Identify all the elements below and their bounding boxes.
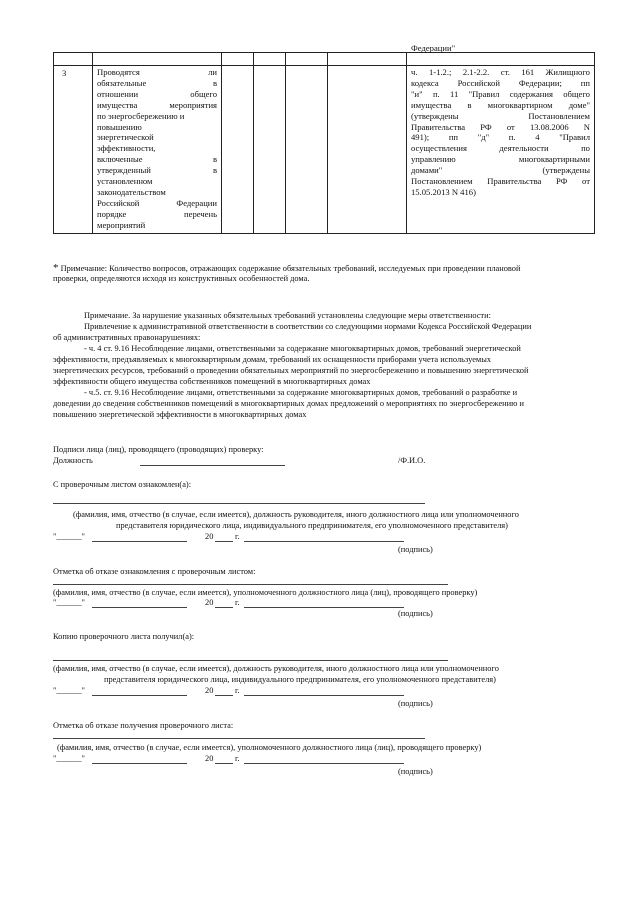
cell-word: (утверждены: [542, 165, 590, 176]
cell-word: Российской: [457, 77, 500, 88]
table-row: [54, 66, 595, 234]
cell-text-line: [407, 89, 594, 100]
cell-text-line: [407, 154, 594, 165]
year-line[interactable]: [215, 763, 233, 764]
cell-text-line: [407, 187, 594, 198]
cell-word: доме": [568, 99, 590, 110]
answer-na-cell[interactable]: [286, 66, 328, 234]
refusal-acquaint-title: Отметка об отказе ознакомления с проверочным листом:: [53, 567, 256, 576]
cell-word: 11: [450, 88, 459, 99]
answer-yes-cell[interactable]: [222, 66, 254, 234]
table-cell: [93, 53, 222, 66]
cell-text-line: [407, 111, 594, 122]
cell-word: в: [212, 165, 217, 176]
cell-word: осуществления: [411, 143, 467, 154]
cell-text-line: [93, 100, 221, 111]
cell-word: 161: [521, 67, 535, 77]
acquainted-name-line[interactable]: [53, 503, 425, 504]
cell-text-line: [93, 122, 221, 133]
footnote-line1: Примечание: Количество вопросов, отражающих содержание обязательных требований, исследуемых при проведении плановой: [60, 264, 521, 273]
checklist-table: [53, 43, 595, 234]
signature-title: Подписи лица (лиц), проводящего (проводящих) проверку:: [53, 445, 264, 454]
sign-caption: (подпись): [398, 545, 433, 554]
cell-word: пп: [580, 77, 590, 88]
fio-label: /Ф.И.О.: [398, 456, 426, 465]
note-p1-l2: эффективности, предъявляемых к многоквартирным домам, требований их оснащенности приборами учета используемых: [53, 355, 492, 364]
cell-text-line: [93, 154, 221, 165]
acquainted-date: [53, 532, 85, 543]
note-p1-l4: эффективности общего имущества собственников помещений в многоквартирных домах: [53, 377, 371, 386]
note-line1: Примечание. За нарушение указанных обязательных требований установлены следующие меры ответственности:: [84, 311, 491, 320]
refusal-receive-name-line[interactable]: [53, 738, 425, 739]
cell-word: в: [212, 77, 217, 88]
cell-word: ч.: [411, 67, 418, 77]
answer-no-cell[interactable]: [254, 66, 286, 234]
cell-word: Жилищного: [545, 67, 590, 77]
cell-word: РФ: [480, 121, 492, 132]
footnote-mark: *: [53, 262, 59, 274]
refusal-acquaint-name-line[interactable]: [53, 584, 448, 585]
cell-text-line: [407, 78, 594, 89]
cell-text-line: [93, 143, 221, 154]
cell-word: 1-1.2.;: [428, 67, 452, 77]
cell-text-line: [93, 187, 221, 198]
cell-word: включенные: [97, 154, 143, 165]
signature-line[interactable]: [244, 607, 404, 608]
cell-word: "и": [411, 88, 423, 99]
sign-caption: (подпись): [398, 699, 433, 708]
table-cell: [407, 43, 595, 66]
cell-word: 2.1-2.2.: [462, 67, 490, 77]
received-caption2: представителя юридического лица, индивидуального предпринимателя, его уполномоченного представителя): [104, 675, 496, 684]
note-p1-l3: энергетических ресурсов, требований о проведении обязательных мероприятий по энергосбережению и повышению энергетической: [53, 366, 529, 375]
cell-word: 4: [535, 132, 540, 143]
cell-text-line: [407, 100, 594, 111]
cell-word: "Правил: [559, 132, 590, 143]
table-cell: [286, 53, 328, 66]
cell-word: по энергосбережению и: [97, 110, 185, 121]
sign-caption: (подпись): [398, 609, 433, 618]
year-suffix: г.: [235, 686, 240, 695]
cell-word: деятельности: [499, 143, 549, 154]
cell-text-line: [93, 78, 221, 89]
note-p2-l1: - ч.5. ст. 9.16 Несоблюдение лицами, ответственными за содержание многоквартирных домов, требований о разработке и: [84, 388, 518, 397]
year-suffix: г.: [235, 598, 240, 607]
refusal-receive-caption: (фамилия, имя, отчество (в случае, если имеется), уполномоченного должностного лица (лиц), проводящего проверку): [57, 743, 482, 752]
position-line[interactable]: [140, 465, 285, 466]
position-label: Должность: [53, 456, 93, 465]
cell-word: Правительства: [411, 121, 466, 132]
year-line[interactable]: [215, 607, 233, 608]
cell-word: утвержденный: [97, 165, 151, 176]
table-row-prev-tail: [54, 53, 595, 66]
date-month-line[interactable]: [92, 695, 187, 696]
cell-word: Правительства: [487, 176, 542, 187]
requirement-cell: [407, 66, 595, 234]
cell-word: Российской: [97, 197, 140, 208]
date-day[interactable]: "______": [53, 754, 85, 763]
cell-word: обязательные: [97, 77, 147, 88]
cell-text-line: [407, 143, 594, 154]
date-month-line[interactable]: [92, 607, 187, 608]
cell-text-line: [93, 89, 221, 100]
cell-word: отношении: [97, 88, 139, 99]
signature-line[interactable]: [244, 695, 404, 696]
received-date: [53, 686, 85, 697]
cell-word: домами": [411, 165, 443, 176]
cell-word: Федерации: [176, 197, 217, 208]
year-suffix: г.: [235, 532, 240, 541]
cell-word: имущества: [97, 99, 138, 110]
cell-word: управлению: [411, 154, 456, 165]
cell-text-line: [93, 132, 221, 143]
cell-word: "Правил: [468, 88, 500, 99]
note-p2-l2: доведении до сведения собственников помещений в многоквартирных домах предложений о мероприятиях по энергосбережению и: [53, 399, 524, 408]
cell-text-line: [93, 220, 221, 231]
cell-text-line: [93, 209, 221, 220]
cell-word: мероприятий: [97, 219, 146, 230]
received-name-line[interactable]: [53, 660, 448, 661]
cell-text-line: [407, 122, 594, 133]
cell-text-line: [93, 165, 221, 176]
requirement-tail: Федерации": [411, 43, 456, 53]
cell-word: п.: [508, 132, 516, 143]
footnote: [53, 263, 520, 275]
received-caption1: (фамилия, имя, отчество (в случае, если имеется), должность руководителя, иного должностного лица или уполномоченного: [53, 664, 499, 673]
cell-word: Федерации;: [518, 77, 562, 88]
note-p2-l3: повышению энергетической эффективности в многоквартирных домах: [53, 410, 307, 419]
refusal-receive-date: [53, 754, 85, 765]
cell-word: энергетической: [97, 132, 154, 143]
cell-word: "д": [477, 132, 490, 143]
table-cell: [254, 53, 286, 66]
table-cell: [222, 53, 254, 66]
cell-word: РФ: [555, 176, 568, 187]
date-month-line[interactable]: [92, 763, 187, 764]
year-prefix: 20: [205, 686, 214, 695]
date-month-line[interactable]: [92, 541, 187, 542]
refusal-acquaint-caption: (фамилия, имя, отчество (в случае, если имеется), уполномоченного должностного лица (лиц), проводящего проверку): [53, 588, 478, 597]
year-prefix: 20: [205, 754, 214, 763]
signature-line[interactable]: [244, 763, 404, 764]
cell-word: порядке: [97, 208, 127, 219]
date-day[interactable]: "______": [53, 598, 85, 607]
cell-text-line: [93, 176, 221, 187]
date-day[interactable]: "______": [53, 532, 85, 541]
table-cell: [328, 53, 407, 66]
refusal-acquaint-date: [53, 598, 85, 609]
cell-text-line: [407, 165, 594, 176]
cell-word: от: [506, 121, 515, 132]
year-line[interactable]: [215, 695, 233, 696]
cell-word: имущества: [411, 99, 452, 110]
note-p1-l1: - ч. 4 ст. 9.16 Несоблюдение лицами, ответственными за содержание многоквартирных домов, требований энергетической: [84, 344, 521, 353]
cell-word: ст.: [500, 67, 510, 77]
cell-word: в: [467, 99, 472, 110]
cell-word: эффективности,: [97, 143, 156, 154]
year-prefix: 20: [205, 532, 214, 541]
cell-word: законодательством: [97, 186, 166, 197]
cell-word: установленном: [97, 176, 153, 187]
cell-word: многоквартирными: [518, 154, 590, 165]
cell-word: (утверждены: [411, 110, 459, 121]
acquainted-caption2: представителя юридического лица, индивидуального предпринимателя, его уполномоченного представителя): [116, 521, 508, 530]
cell-word: ли: [208, 67, 217, 77]
cell-word: от: [582, 176, 590, 187]
row-number: 3: [54, 66, 93, 234]
acquainted-caption1: (фамилия, имя, отчество (в случае, если имеется), должность руководителя, иного должностного лица или уполномоченного: [73, 510, 519, 519]
cell-text-line: [93, 198, 221, 209]
signature-line[interactable]: [244, 541, 404, 542]
cell-word: по: [581, 143, 590, 154]
cell-word: 15.05.2013 N 416): [411, 186, 476, 197]
note-line3: об административных правонарушениях:: [53, 333, 201, 342]
cell-word: Постановлением: [411, 176, 473, 187]
cell-word: Постановлением: [528, 110, 590, 121]
footnote-line2: проверки, определяются исходя из конструктивных особенностей дома.: [53, 274, 310, 283]
cell-word: N: [583, 121, 590, 132]
cell-word: кодекса: [411, 77, 439, 88]
cell-word: повышению: [97, 121, 142, 132]
cell-word: 491);: [411, 132, 430, 143]
cell-word: п.: [432, 88, 440, 99]
cell-word: многоквартирном: [487, 99, 553, 110]
cell-word: содержания: [509, 88, 553, 99]
comment-cell[interactable]: [328, 66, 407, 234]
cell-word: общего: [190, 88, 217, 99]
cell-text-line: [407, 176, 594, 187]
sign-caption: (подпись): [398, 767, 433, 776]
date-day[interactable]: "______": [53, 686, 85, 695]
year-prefix: 20: [205, 598, 214, 607]
cell-text-line: [407, 67, 594, 78]
note-line2: Привлечение к административной ответственности в соответствии со следующими нормами Кодекса Российской Федерации: [84, 322, 532, 331]
cell-word: в: [212, 154, 217, 165]
cell-text-line: [93, 67, 221, 78]
cell-word: перечень: [184, 208, 217, 219]
cell-word: 13.08.2006: [529, 121, 569, 132]
year-suffix: г.: [235, 754, 240, 763]
table-cell: [54, 53, 93, 66]
question-cell: [93, 66, 222, 234]
acquainted-title: С проверочным листом ознакомлен(а):: [53, 480, 192, 489]
year-line[interactable]: [215, 541, 233, 542]
cell-text-line: [93, 111, 221, 122]
refusal-receive-title: Отметка об отказе получения проверочного листа:: [53, 721, 234, 730]
cell-word: Проводятся: [97, 67, 140, 77]
cell-word: мероприятия: [169, 99, 217, 110]
cell-word: общего: [563, 88, 590, 99]
cell-word: пп: [448, 132, 459, 143]
received-title: Копию проверочного листа получил(а):: [53, 632, 195, 641]
cell-text-line: [407, 132, 594, 143]
